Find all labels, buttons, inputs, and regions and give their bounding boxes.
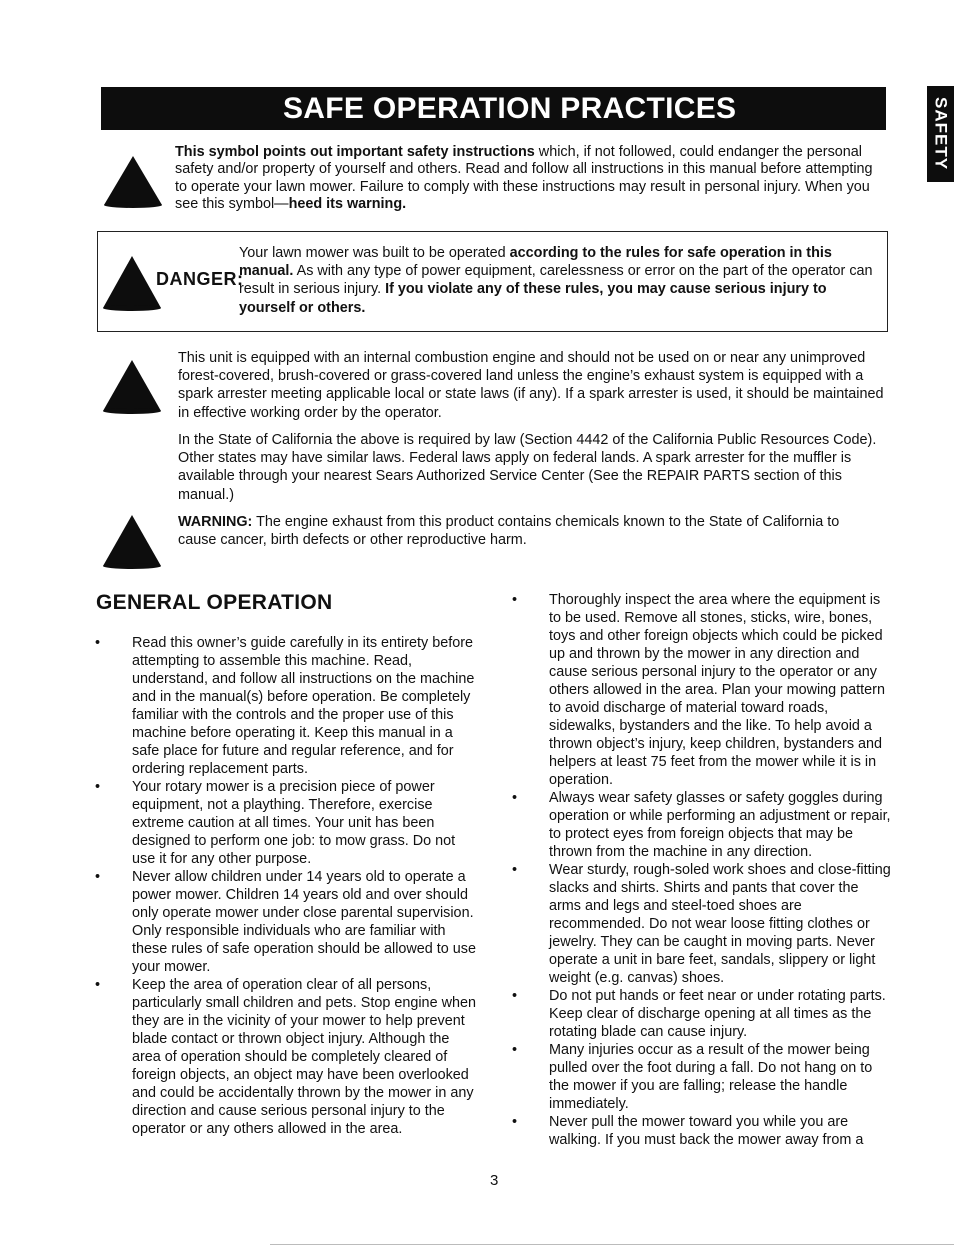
list-item-text: Never pull the mower toward you while you are walking. If you must back the mower away from a bbox=[549, 1114, 864, 1148]
section-banner: SAFE OPERATION PRACTICES bbox=[101, 87, 886, 130]
warning-triangle-icon bbox=[103, 515, 161, 570]
bullet: • bbox=[95, 635, 101, 651]
right-rules-list bbox=[512, 591, 892, 1149]
list-item-text: Always wear safety glasses or safety goggles during operation or while performing an adjustment or repair, to protect eyes from foreign objects that may be thrown from the machine in any direction. bbox=[549, 790, 891, 860]
list-item-text: Never allow children under 14 years old to operate a power mower. Children 14 years old and over should only operate mower under close parental supervision. Only responsible individuals who are familiar with these rules of safe operation should be allowed to use your mower. bbox=[132, 869, 477, 975]
engine-paragraph-2: In the State of California the above is required by law (Section 4442 of the California Public Resources Code). Other states may have similar laws. Federal laws apply on federal lands. A spark arrester for the muffler is available through your nearest Sears Authorized Service Center (See the REPAIR PARTS section of this manual.) bbox=[178, 432, 877, 503]
list-item bbox=[95, 634, 477, 778]
bullet: • bbox=[95, 869, 101, 885]
list-item bbox=[95, 778, 477, 868]
list-item-text: Your rotary mower is a precision piece of power equipment, not a plaything. Therefore, exercise extreme caution at all times. Your unit has been designed to perform one job: to mow grass. Do not use it for any other purpose. bbox=[132, 779, 456, 867]
bullet: • bbox=[512, 592, 518, 608]
warning-triangle-icon bbox=[104, 156, 162, 208]
california-warning bbox=[178, 513, 878, 549]
bullet: • bbox=[512, 790, 518, 806]
list-item bbox=[512, 1041, 892, 1113]
bullet: • bbox=[512, 1114, 518, 1130]
bullet: • bbox=[512, 862, 518, 878]
danger-text bbox=[239, 244, 881, 317]
list-item bbox=[95, 976, 477, 1138]
intro-body: which, if not followed, could endanger the personal safety and/or property of yourself and others. Read and follow all instructions in this manual before attempting to operate your lawn mower. Failure to comply with these instructions may result in personal injury. When you see this symbol— bbox=[175, 144, 873, 213]
safety-side-tab: SAFETY bbox=[927, 86, 954, 182]
left-rules-list bbox=[95, 634, 477, 1138]
danger-b1: according to the rules for safe operation in this manual. bbox=[239, 245, 832, 280]
list-item-text: Read this owner’s guide carefully in its entirety before attempting to assemble this machine. Read, understand, and follow all instructions on the machine and in the manual(s) before operation. Be completely familiar with the controls and the proper use of this machine before operating it. Keep this manual in a safe place for future and regular reference, and for ordering replacement parts. bbox=[132, 635, 475, 777]
warning-triangle-icon bbox=[103, 256, 161, 312]
intro-bold-end: heed its warning. bbox=[288, 196, 407, 213]
list-item-text: Do not put hands or feet near or under rotating parts. Keep clear of discharge opening at all times as the rotating blade can cause injury. bbox=[549, 988, 886, 1040]
list-item bbox=[512, 1113, 892, 1149]
bullet: • bbox=[512, 988, 518, 1004]
list-item-text: Thoroughly inspect the area where the equipment is to be used. Remove all stones, sticks, wire, bones, toys and other foreign objects which could be picked up and thrown by the mower in any direction and cause serious personal injury to the operator or any others allowed in the area. Plan your mowing pattern to avoid discharge of material toward roads, sidewalks, bystanders and the like. To help avoid a thrown object’s injury, keep children, bystanders and helpers at least 75 feet from the mower while it is in operation. bbox=[549, 592, 885, 788]
warning-label: WARNING: bbox=[178, 514, 253, 530]
danger-t1: Your lawn mower was built to be operated bbox=[239, 245, 510, 261]
warning-triangle-icon bbox=[103, 360, 161, 415]
page-number: 3 bbox=[490, 1172, 499, 1189]
bullet: • bbox=[95, 779, 101, 795]
list-item bbox=[512, 591, 892, 789]
list-item-text: Wear sturdy, rough-soled work shoes and close-fitting slacks and shirts. Shirts and pants that cover the arms and legs and steel-toed shoes are recommended. Do not wear loose fitting clothes or jewelry. They can be caught in moving parts. Never operate a unit in bare feet, sandals, slippery or light weight (e.g. canvas) shoes. bbox=[549, 862, 891, 986]
intro-text bbox=[175, 144, 875, 214]
danger-label: DANGER: bbox=[156, 269, 244, 289]
list-item bbox=[512, 987, 892, 1041]
list-item-text: Many injuries occur as a result of the mower being pulled over the foot during a fall. Do not hang on to the mower if you are falling; release the handle immediately. bbox=[549, 1042, 873, 1112]
list-item-text: Keep the area of operation clear of all persons, particularly small children and pets. Stop engine when they are in the vicinity of your mower to help prevent blade contact or thrown object injury. Although the area of operation should be completely cleared of foreign objects, an object may have been overlooked and could be accidentally thrown by the mower in any direction and cause serious personal injury to the operator or any others allowed in the area. bbox=[132, 977, 476, 1137]
warning-text: The engine exhaust from this product contains chemicals known to the State of California to cause cancer, birth defects or other reproductive harm. bbox=[178, 514, 840, 549]
list-item bbox=[95, 868, 477, 976]
bullet: • bbox=[512, 1042, 518, 1058]
engine-paragraph-1: This unit is equipped with an internal combustion engine and should not be used on or near any unimproved forest-covered, brush-covered or grass-covered land unless the engine’s exhaust system is equipped with a spark arrester meeting applicable local or state laws (if any). If a spark arrester is used, it should be maintained in effective working order by the operator. bbox=[178, 350, 884, 421]
general-operation-heading: GENERAL OPERATION bbox=[96, 591, 333, 614]
intro-bold: This symbol points out important safety instructions bbox=[175, 144, 535, 160]
danger-b2: If you violate any of these rules, you may cause serious injury to yourself or others. bbox=[239, 281, 827, 316]
danger-t2: As with any type of power equipment, carelessness or error on the part of the operator can result in serious injury. bbox=[239, 263, 873, 298]
list-item bbox=[512, 861, 892, 987]
list-item bbox=[512, 789, 892, 861]
bullet: • bbox=[95, 977, 101, 993]
page-edge-rule bbox=[270, 1244, 954, 1245]
